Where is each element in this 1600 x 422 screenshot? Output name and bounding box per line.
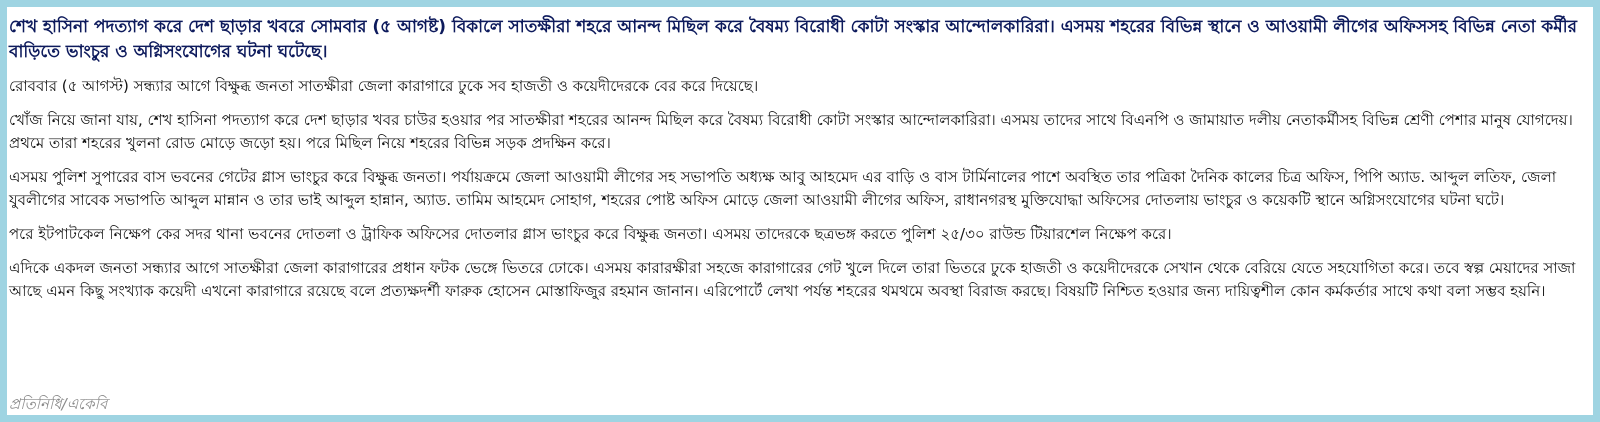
article-paragraph-4: পরে ইটপাটকেল নিক্ষেপ কের সদর থানা ভবনের দোতলা ও ট্রাফিক অফিসের দোতলার গ্লাস ভাংচুর করে বিক্ষুব্ধ জনতা। এসময় তাদেরকে ছত্রভঙ্গ করতে পুলিশ ২৫/৩০ রাউন্ড টিয়ারশেল নিক্ষেপ করে। — [9, 225, 1172, 243]
article-lead: শেখ হাসিনা পদত্যাগ করে দেশ ছাড়ার খবরে সোমবার (৫ আগষ্ট) বিকালে সাতক্ষীরা শহরে আনন্দ মিছিল করে বৈষম্য বিরোধী কোটা সংস্কার আন্দোলকারিরা। এসময় শহরের বিভিন্ন স্থানে ও আওয়ামী লীগের অফিসসহ বিভিন্ন নেতা কর্মীর বাড়িতে ভাংচুর ও অগ্নিসংযোগের ঘটনা ঘটেছে। — [9, 17, 1577, 62]
article-paragraph-5: এদিকে একদল জনতা সন্ধ্যার আগে সাতক্ষীরা জেলা কারাগারের প্রধান ফটক ভেঙ্গে ভিতরে ঢোকে। এসময় কারারক্ষীরা সহজে কারাগারের গেট খুলে দিলে তারা ভিতরে ঢুকে হাজতী ও কয়েদীদেরকে সেখান থেকে বেরিয়ে যেতে সহযোগিতা করে। তবে স্বল্প মেয়াদের সাজা আছে এমন কিছু সংখ্যাক কয়েদী এখনো কারাগারে রয়েছে বলে প্রত্যক্ষদর্শী ফারুক হোসেন মোস্তাফিজুর রহমান জানান। এরিপোর্টে লেখা পর্যন্ত শহরের থমথমে অবস্থা বিরাজ করছে। বিষয়টি নিশ্চিত হওয়ার জন্য দায়িত্বশীল কোন কর্মকর্তার সাথে কথা বলা সম্ভব হয়নি। — [9, 259, 1576, 300]
article-paragraph-1: রোববার (৫ আগস্ট) সন্ধ্যার আগে বিক্ষুব্ধ জনতা সাতক্ষীরা জেলা কারাগারে ঢুকে সব হাজতী ও কয়েদীদেরকে বের করে দিয়েছে। — [9, 77, 759, 95]
article-body — [9, 15, 1592, 314]
article-paragraph-2: খোঁজ নিয়ে জানা যায়, শেখ হাসিনা পদত্যাগ করে দেশ ছাড়ার খবর চাউর হওয়ার পর সাতক্ষীরা শহরের আনন্দ মিছিল করে বৈষম্য বিরোধী কোটা সংস্কার আন্দোলকারিরা। এসময় তাদের সাথে বিএনপি ও জামায়াত দলীয় নেতাকর্মীসহ বিভিন্ন শ্রেণী পেশার মানুষ যোগদেয়। প্রথমে তারা শহরের খুলনা রোড মোড়ে জড়ো হয়। পরে মিছিল নিয়ে শহরের বিভিন্ন সড়ক প্রদক্ষিন করে। — [9, 111, 1573, 152]
article-byline: প্রতিনিধি/একেবি — [9, 395, 108, 413]
article-paragraph-3: এসময় পুলিশ সুপারের বাস ভবনের গেটের গ্লাস ভাংচুর করে বিক্ষুব্ধ জনতা। পর্যায়ক্রমে জেলা আওয়ামী লীগের সহ সভাপতি অধ্যক্ষ আবু আহমেদ এর বাড়ি ও বাস টার্মিনালের পাশে অবস্থিত তার পত্রিকা দৈনিক কালের চিত্র অফিস, পিপি অ্যাড. আব্দুল লতিফ, জেলা যুবলীগের সাবেক সভাপতি আব্দুল মান্নান ও তার ভাই আব্দুল হান্নান, অ্যাড. তামিম আহমেদ সোহাগ, শহরের পোষ্ট অফিস মোড়ে জেলা আওয়ামী লীগের অফিস, রাধানগরস্থ মুক্তিযোদ্ধা অফিসের দোতলায় ভাংচুর ও কয়েকটি স্থানে অগ্নিসংযোগের ঘটনা ঘটে। — [9, 168, 1557, 209]
